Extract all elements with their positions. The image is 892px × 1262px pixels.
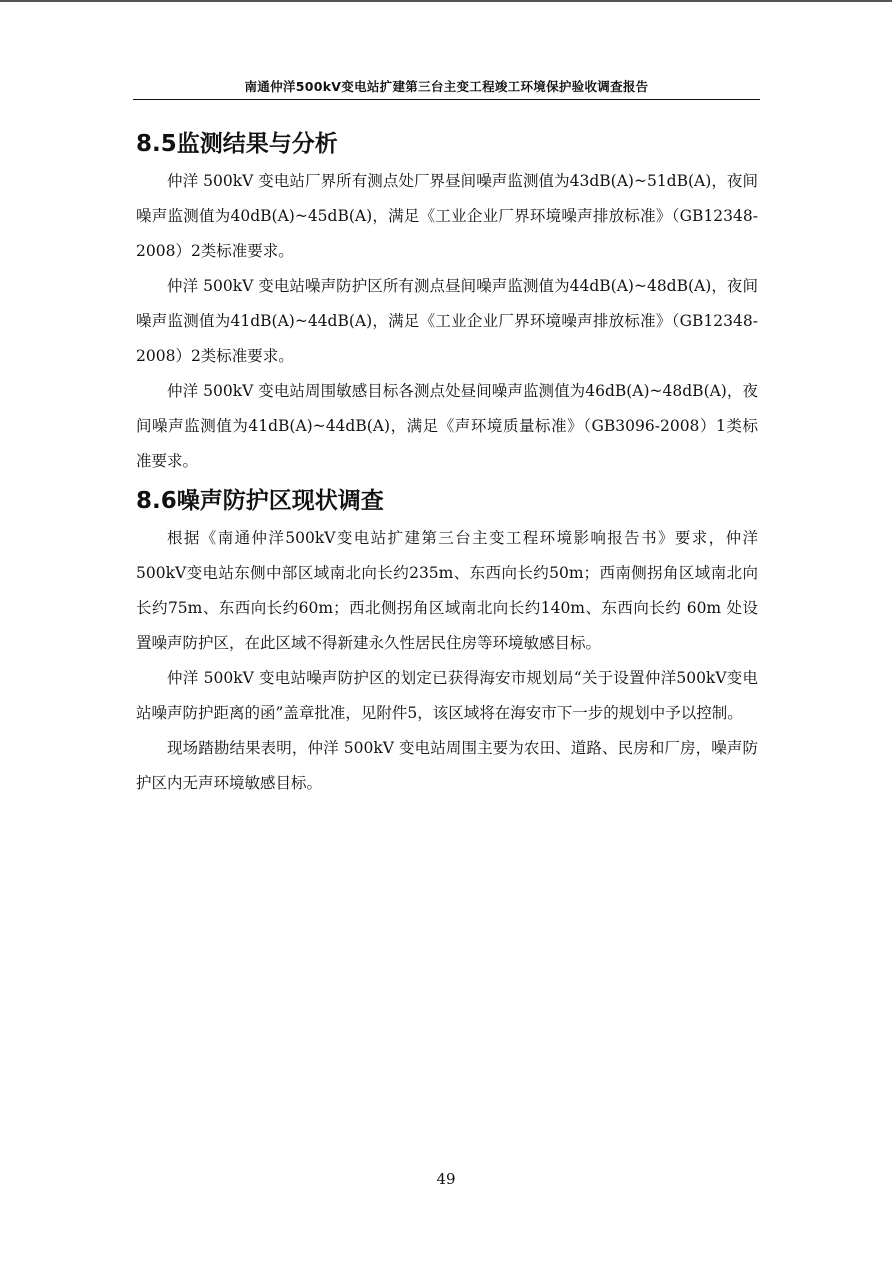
header-divider <box>133 99 760 100</box>
section-heading-8-6: 8.6噪声防护区现状调查 <box>136 488 384 514</box>
paragraph: 仲洋 500kV 变电站噪声防护区的划定已获得海安市规划局“关于设置仲洋500kV变电站噪声防护距离的函”盖章批准，见附件5，该区域将在海安市下一步的规划中予以控制。 <box>136 669 758 722</box>
paragraph: 根据《南通仲洋500kV变电站扩建第三台主变工程环境影响报告书》要求，仲洋500kV变电站东侧中部区域南北向长约235m、东西向长约50m；西南侧拐角区域南北向长约75m、东西向长约60m；西北侧拐角区域南北向长约140m、东西向长约 60m 处设置噪声防护区，在此区域不得新建永久性居民住房等环境敏感目标。 <box>136 529 758 652</box>
paragraph: 仲洋 500kV 变电站噪声防护区所有测点昼间噪声监测值为44dB(A)~48dB(A)，夜间噪声监测值为41dB(A)~44dB(A)，满足《工业企业厂界环境噪声排放标准》（GB12348-2008）2类标准要求。 <box>136 277 758 365</box>
paragraph: 仲洋 500kV 变电站厂界所有测点处厂界昼间噪声监测值为43dB(A)~51dB(A)，夜间噪声监测值为40dB(A)~45dB(A)，满足《工业企业厂界环境噪声排放标准》（GB12348-2008）2类标准要求。 <box>136 172 758 260</box>
paragraph: 仲洋 500kV 变电站周围敏感目标各测点处昼间噪声监测值为46dB(A)~48dB(A)，夜间噪声监测值为41dB(A)~44dB(A)，满足《声环境质量标准》（GB3096-2008）1类标准要求。 <box>136 382 758 470</box>
section-heading-8-5: 8.5监测结果与分析 <box>136 131 338 157</box>
document-body <box>136 124 758 801</box>
page-number: 49 <box>436 1170 456 1188</box>
page-top-border <box>0 0 892 2</box>
paragraph: 现场踏勘结果表明，仲洋 500kV 变电站周围主要为农田、道路、民房和厂房，噪声防护区内无声环境敏感目标。 <box>136 739 758 792</box>
running-header: 南通仲洋500kV变电站扩建第三台主变工程竣工环境保护验收调查报告 <box>244 79 649 94</box>
